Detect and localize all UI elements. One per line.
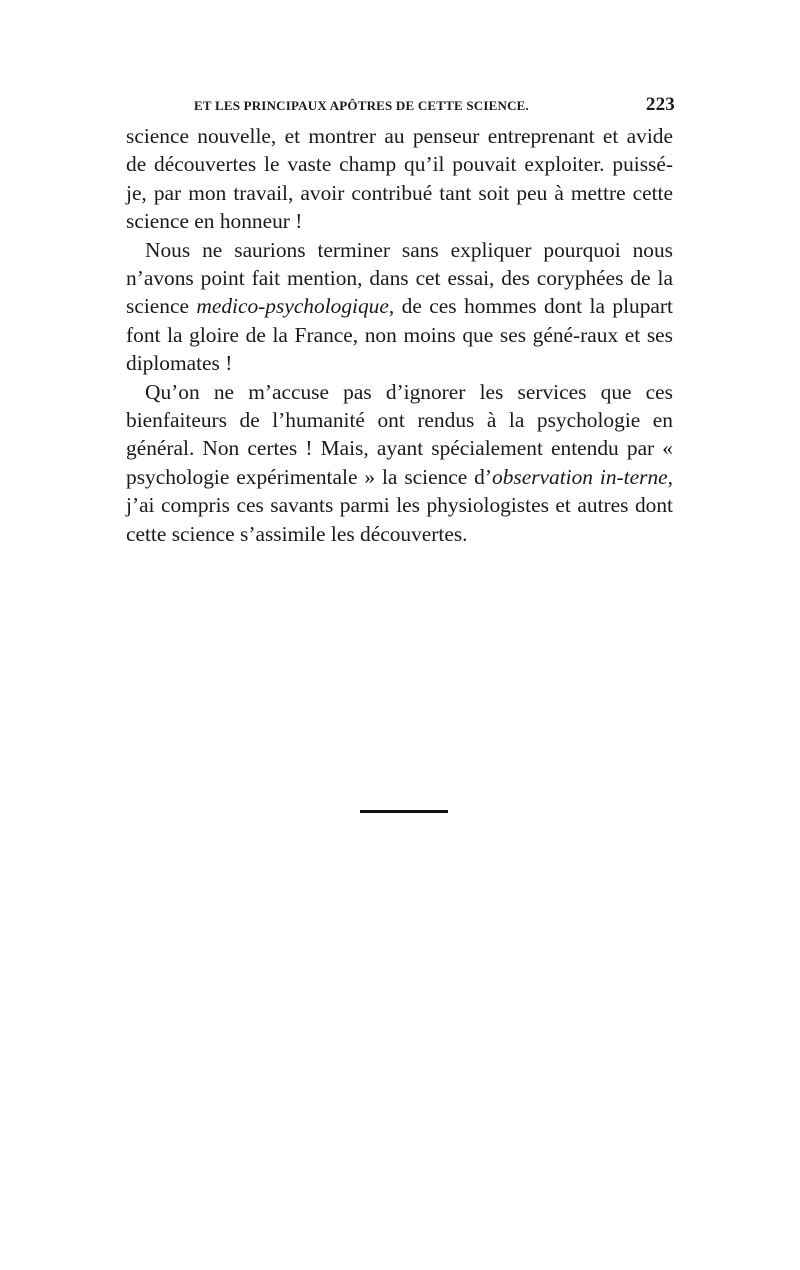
- paragraph-3: [126, 378, 673, 548]
- paragraph-1-text: science nouvelle, et montrer au penseur entreprenant et avide de découvertes le vaste champ qu’il pouvait exploiter. puissé-je, par mon travail, avoir contribué tant soit peu à mettre cette science en honneur !: [126, 124, 673, 234]
- paragraph-2-italic-term: medico-psychologique: [196, 294, 389, 319]
- page-number: 223: [645, 94, 675, 115]
- running-title: ET LES PRINCIPAUX APÔTRES DE CETTE SCIENCE.: [194, 98, 530, 113]
- paragraph-2-text-b: , de ces hommes dont la plupart font la gloire de la France, non moins que ses géné-raux et ses diplomates !: [126, 294, 673, 376]
- paragraph-3-text-a: Qu’on ne m’accuse pas d’ignorer les services que ces bienfaiteurs de l’humanité ont rendus à la psychologie en général. Non certes ! Mais, ayant spécialement entendu par « psychologie expérimentale » la science d’: [126, 379, 673, 489]
- body-text: [126, 122, 673, 548]
- paragraph-3-text-b: , j’ai compris ces savants parmi les physiologistes et autres dont cette science s’assimile les découvertes.: [126, 464, 673, 546]
- paragraph-2-text-a: Nous ne saurions terminer sans expliquer pourquoi nous n’avons point fait mention, dans cet essai, des coryphées de la science: [126, 237, 673, 319]
- paragraph-1: [126, 122, 673, 236]
- paragraph-2: [126, 236, 673, 378]
- running-head: [180, 96, 675, 120]
- section-end-rule: [360, 810, 448, 813]
- paragraph-3-italic-term: observation in-terne: [492, 464, 668, 489]
